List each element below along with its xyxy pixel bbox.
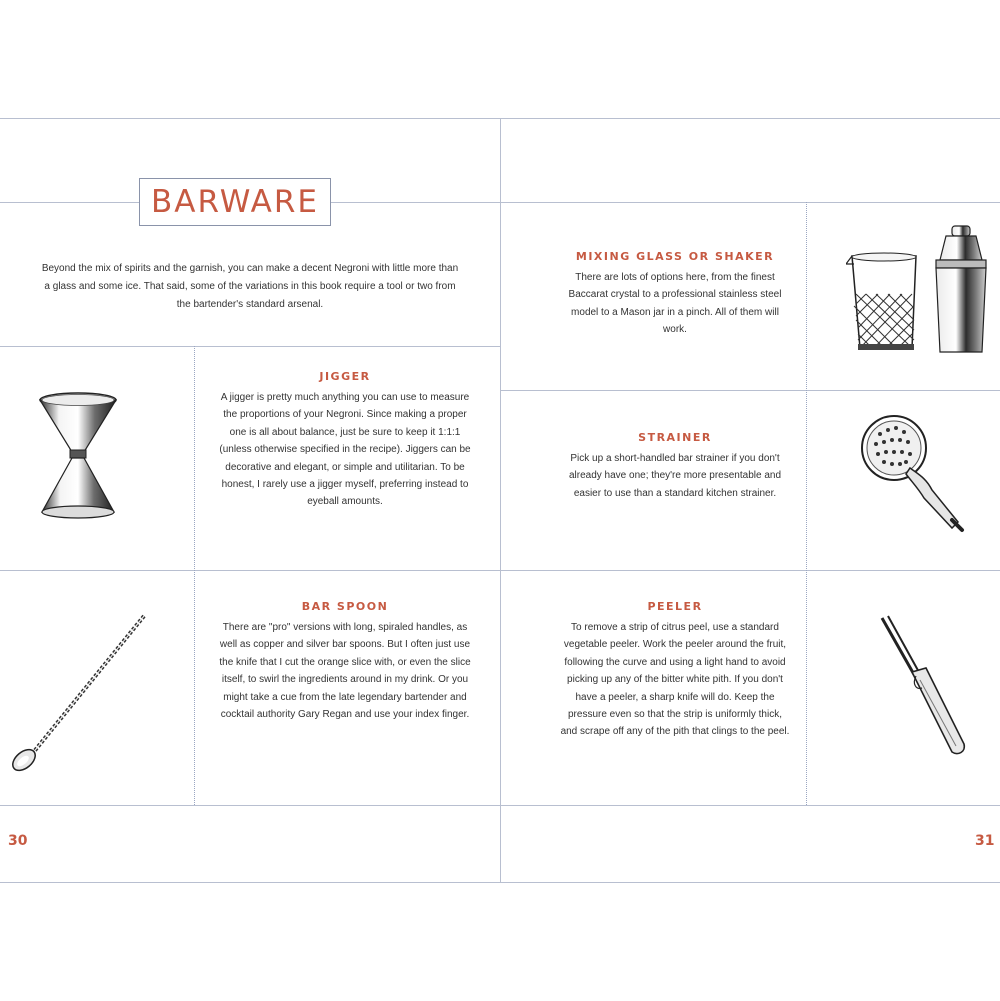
gutter-rule [500, 118, 501, 883]
bar-spoon-card [214, 600, 476, 723]
strainer-text: Pick up a short-handled bar strainer if you don't already have one; they're more presentable and easier to use than a standard kitchen strainer. [568, 453, 782, 499]
mixing-glass-text: There are lots of options here, from the finest Baccarat crystal to a professional stainless steel model to a Mason jar in a pinch. All of them will work. [568, 272, 782, 336]
left-page-number: 30 [8, 833, 28, 849]
left-column-rule [194, 346, 195, 805]
left-row-rule-2 [0, 570, 500, 571]
jigger-card [214, 370, 476, 511]
bar-spoon-heading: BAR SPOON [301, 600, 389, 613]
right-row-rule-1 [500, 390, 1000, 391]
right-row-rule-2 [500, 570, 1000, 571]
bar-spoon-text: There are "pro" versions with long, spiraled handles, as well as copper and silver bar spoons. But I often just use the knife that I cut the orange slice with, or even the slice itself, to swirl the ingredients around in my drink. Or you might take a cue from the late legendary bartender and cocktail authority Gary Regan and use your index finger. [219, 622, 471, 721]
mixing-glass-card [560, 250, 790, 339]
jigger-icon [36, 390, 120, 524]
strainer-card [560, 431, 790, 502]
right-top-rule [500, 202, 1000, 203]
peeler-icon [872, 614, 972, 760]
peeler-text: To remove a strip of citrus peel, use a standard vegetable peeler. Work the peeler around the fruit, following the curve and using a light hand to avoid picking up any of the bitter white pith. If you don't have a peeler, a sharp knife will do. Keep the pressure even so that the strip is uniformly thick, and scrape off any of the pith that clings to the peel. [560, 622, 790, 738]
cocktail-shaker-icon [928, 224, 994, 356]
right-page-number: 31 [975, 833, 995, 849]
right-column-rule [806, 202, 807, 805]
right-row-rule-3 [500, 805, 1000, 806]
strainer-heading: STRAINER [638, 431, 712, 444]
jigger-text: A jigger is pretty much anything you can use to measure the proportions of your Negroni. Since making a proper one is all about balance, just be sure to keep it 1:1:1 (unless otherwise specified in the recipe). Jiggers can be decorative and elegant, or simple and utilitarian. To be honest, I rarely use a jigger myself, preferring instead to eyeball amounts. [219, 392, 471, 508]
mixing-glass-icon [846, 250, 926, 356]
jigger-heading: JIGGER [319, 370, 371, 383]
strainer-icon [858, 412, 970, 536]
bar-spoon-icon [6, 612, 152, 772]
intro-paragraph: Beyond the mix of spirits and the garnish, you can make a decent Negroni with little more than a glass and some ice. That said, some of the variations in this book require a tool or two from the bartender's standard arsenal. [41, 263, 459, 310]
left-row-rule-1 [0, 346, 500, 347]
left-row-rule-3 [0, 805, 500, 806]
section-title-box [139, 178, 331, 226]
section-title: BARWARE [150, 184, 320, 220]
book-spread [0, 118, 1000, 883]
peeler-card [560, 600, 790, 741]
mixing-glass-heading: MIXING GLASS OR SHAKER [575, 250, 775, 263]
peeler-heading: PEELER [647, 600, 703, 613]
